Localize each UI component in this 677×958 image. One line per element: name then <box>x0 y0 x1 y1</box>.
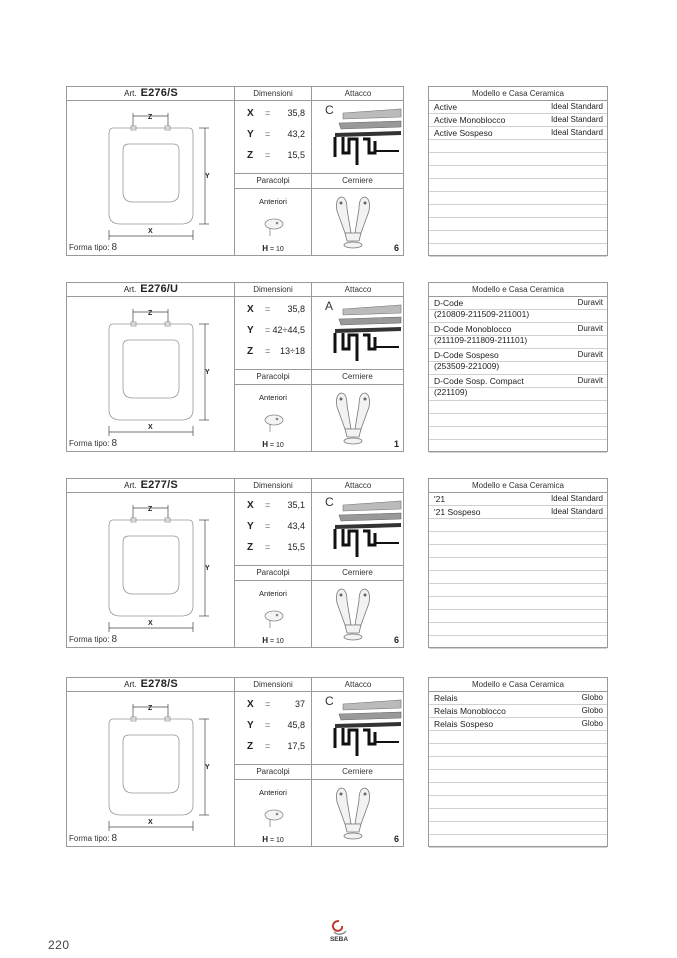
art-prefix: Art. <box>124 680 137 689</box>
attacco-header: Attacco <box>312 87 404 101</box>
art-prefix: Art. <box>123 285 137 294</box>
dimensioni-header: Dimensioni <box>235 283 311 297</box>
svg-text:Y: Y <box>205 764 210 771</box>
forma-tipo <box>69 634 117 645</box>
model-table <box>428 282 608 452</box>
model-brand: Duravit <box>577 324 603 333</box>
article-code: E276/U <box>140 283 179 295</box>
model-name: Relais Monoblocco <box>434 706 506 716</box>
dim-x-value: 37 <box>294 699 305 709</box>
bumper-icon <box>263 607 285 633</box>
dim-y-value: 42÷44,5 <box>272 325 305 335</box>
model-brand: Ideal Standard <box>550 507 603 516</box>
model-table <box>428 478 608 648</box>
cerniere-number: 6 <box>393 834 399 844</box>
seba-logo-text: SEBA <box>329 936 349 943</box>
model-code: (221109) <box>434 386 468 397</box>
model-code: (253509-221009) <box>434 360 500 371</box>
model-row <box>434 706 603 717</box>
model-brand: Ideal Standard <box>550 128 603 137</box>
model-row <box>434 376 603 397</box>
product-block-e278-s <box>66 677 608 847</box>
model-code: (210809-211509-211001) <box>434 308 530 319</box>
paracolpi-header: Paracolpi <box>235 173 311 189</box>
model-row <box>434 507 603 518</box>
attacco-type: C <box>325 103 334 117</box>
dim-z-value: 17,5 <box>287 741 305 751</box>
paracolpi-header: Paracolpi <box>235 369 311 385</box>
svg-text:Z: Z <box>148 310 153 317</box>
model-brand: Globo <box>581 693 603 702</box>
model-row <box>434 494 603 505</box>
cerniere-number: 6 <box>393 635 399 645</box>
model-brand: Globo <box>581 719 603 728</box>
model-row <box>434 102 603 113</box>
attacco-header: Attacco <box>312 479 404 493</box>
seat-drawing <box>69 496 229 636</box>
attachment-diagram <box>329 497 403 561</box>
model-row <box>434 719 603 730</box>
cerniere-header: Cerniere <box>312 173 403 189</box>
hinge-icon <box>323 385 383 447</box>
forma-tipo-label: Forma tipo: <box>69 243 110 252</box>
attacco-header: Attacco <box>312 283 404 297</box>
product-card <box>66 86 404 256</box>
bumper-height-value: 10 <box>275 837 284 844</box>
cerniere-header: Cerniere <box>312 565 403 581</box>
model-table-header: Modello e Casa Ceramica <box>429 283 607 297</box>
dim-y-value: 45,8 <box>287 720 305 730</box>
model-table-header: Modello e Casa Ceramica <box>429 479 607 493</box>
model-code: (211109-211809-211101) <box>434 334 528 345</box>
article-code: E276/S <box>140 87 178 99</box>
forma-tipo-value: 8 <box>111 833 118 844</box>
attachment-diagram <box>329 301 403 365</box>
product-card <box>66 282 404 452</box>
forma-tipo-label: Forma tipo: <box>69 439 110 448</box>
model-row <box>434 350 603 371</box>
dim-y: Y = 43,4 <box>247 521 305 532</box>
bumper-icon <box>263 806 285 832</box>
model-name: '21 Sospeso <box>434 507 481 517</box>
dim-y: Y = 43,2 <box>247 129 305 140</box>
model-name: Active <box>434 102 458 112</box>
model-row <box>434 324 603 345</box>
article-code: E277/S <box>140 479 178 491</box>
hinge-icon <box>323 581 383 643</box>
attachment-diagram <box>329 696 403 760</box>
hinge-icon <box>323 189 383 251</box>
dim-z-value: 15,5 <box>287 150 305 160</box>
dim-y: Y = 45,8 <box>247 720 305 731</box>
attacco-header: Attacco <box>312 678 404 692</box>
dim-x: X = 35,1 <box>247 500 305 511</box>
forma-tipo <box>69 242 117 253</box>
seat-drawing <box>69 300 229 440</box>
dimensions <box>235 692 311 764</box>
attacco-type: A <box>325 299 334 313</box>
model-brand: Ideal Standard <box>550 102 603 111</box>
cerniere-number: 1 <box>393 439 399 449</box>
article-code: E278/S <box>140 678 178 690</box>
attacco-type: C <box>325 694 334 708</box>
bumper-height: H = 10 <box>262 244 284 253</box>
model-brand: Ideal Standard <box>550 494 603 503</box>
dim-z: Z = 15,5 <box>247 150 305 161</box>
svg-text:Z: Z <box>148 114 153 121</box>
model-table <box>428 86 608 256</box>
product-block-e277-s <box>66 478 608 648</box>
model-name: '21 <box>434 494 446 504</box>
product-block-e276-u <box>66 282 608 452</box>
model-row <box>434 298 603 319</box>
product-card <box>66 677 404 847</box>
bumper-height-value: 10 <box>275 246 284 253</box>
model-name: Active Monoblocco <box>434 115 506 125</box>
dimensioni-header: Dimensioni <box>235 87 311 101</box>
model-name: D-Code <box>434 298 464 308</box>
svg-text:X: X <box>148 620 153 627</box>
cerniere-number: 6 <box>393 243 399 253</box>
model-name: Relais <box>434 693 458 703</box>
seat-drawing <box>69 104 229 244</box>
cerniere-header: Cerniere <box>312 369 403 385</box>
paracolpi-header: Paracolpi <box>235 565 311 581</box>
model-row <box>434 693 603 704</box>
anteriori-label: Anteriori <box>259 393 287 402</box>
anteriori-label: Anteriori <box>259 197 287 206</box>
forma-tipo <box>69 438 117 449</box>
svg-text:X: X <box>148 819 153 826</box>
dimensions <box>235 493 311 565</box>
anteriori-label: Anteriori <box>259 589 287 598</box>
dim-y: Y = 42÷44,5 <box>247 325 305 336</box>
dim-z: Z = 17,5 <box>247 741 305 752</box>
bumper-icon <box>263 215 285 241</box>
svg-text:Y: Y <box>205 565 210 572</box>
dim-y-value: 43,4 <box>287 521 305 531</box>
forma-tipo-value: 8 <box>111 242 118 253</box>
forma-tipo-label: Forma tipo: <box>69 635 110 644</box>
art-prefix: Art. <box>124 89 137 98</box>
dim-z: Z = 15,5 <box>247 542 305 553</box>
dim-x: X = 37 <box>247 699 305 710</box>
model-table-header: Modello e Casa Ceramica <box>429 87 607 101</box>
model-name: D-Code Monoblocco <box>434 324 512 334</box>
dim-x: X = 35,8 <box>247 304 305 315</box>
model-brand: Duravit <box>577 376 603 385</box>
model-row <box>434 115 603 126</box>
cerniere-header: Cerniere <box>312 764 403 780</box>
attacco-type: C <box>325 495 334 509</box>
dim-x: X = 35,8 <box>247 108 305 119</box>
dim-x-value: 35,8 <box>287 108 305 118</box>
model-table <box>428 677 608 847</box>
model-brand: Ideal Standard <box>550 115 603 124</box>
model-brand: Duravit <box>577 350 603 359</box>
seba-logo-icon <box>325 918 353 938</box>
svg-text:X: X <box>148 424 153 431</box>
bumper-height-value: 10 <box>275 638 284 645</box>
bumper-icon <box>263 411 285 437</box>
svg-text:Z: Z <box>148 705 153 712</box>
model-brand: Duravit <box>577 298 603 307</box>
seat-drawing <box>69 695 229 835</box>
svg-text:Z: Z <box>148 506 153 513</box>
dim-z: Z = 13÷18 <box>247 346 305 357</box>
hinge-icon <box>323 780 383 842</box>
dimensioni-header: Dimensioni <box>235 479 311 493</box>
model-name: D-Code Sospeso <box>434 350 499 360</box>
dimensioni-header: Dimensioni <box>235 678 311 692</box>
dim-z-value: 15,5 <box>287 542 305 552</box>
bumper-height: H = 10 <box>262 835 284 844</box>
forma-tipo-label: Forma tipo: <box>69 834 110 843</box>
paracolpi-header: Paracolpi <box>235 764 311 780</box>
page-number: 220 <box>48 938 70 952</box>
dim-x-value: 35,1 <box>287 500 305 510</box>
art-prefix: Art. <box>124 481 137 490</box>
anteriori-label: Anteriori <box>259 788 287 797</box>
svg-text:Y: Y <box>205 173 210 180</box>
dimensions <box>235 297 311 369</box>
svg-text:X: X <box>148 228 153 235</box>
bumper-height: H = 10 <box>262 440 284 449</box>
dim-y-value: 43,2 <box>287 129 305 139</box>
product-card <box>66 478 404 648</box>
model-row <box>434 128 603 139</box>
dimensions <box>235 101 311 173</box>
seba-logo <box>325 918 353 948</box>
bumper-height: H = 10 <box>262 636 284 645</box>
model-name: Relais Sospeso <box>434 719 494 729</box>
forma-tipo-value: 8 <box>111 634 118 645</box>
svg-text:Y: Y <box>205 369 210 376</box>
model-name: D-Code Sosp. Compact <box>434 376 524 386</box>
model-table-header: Modello e Casa Ceramica <box>429 678 607 692</box>
forma-tipo-value: 8 <box>111 438 118 449</box>
model-name: Active Sospeso <box>434 128 493 138</box>
dim-x-value: 35,8 <box>287 304 305 314</box>
bumper-height-value: 10 <box>275 442 284 449</box>
forma-tipo <box>69 833 117 844</box>
attachment-diagram <box>329 105 403 169</box>
model-brand: Globo <box>581 706 603 715</box>
product-block-e276-s <box>66 86 608 256</box>
dim-z-value: 13÷18 <box>280 346 305 356</box>
